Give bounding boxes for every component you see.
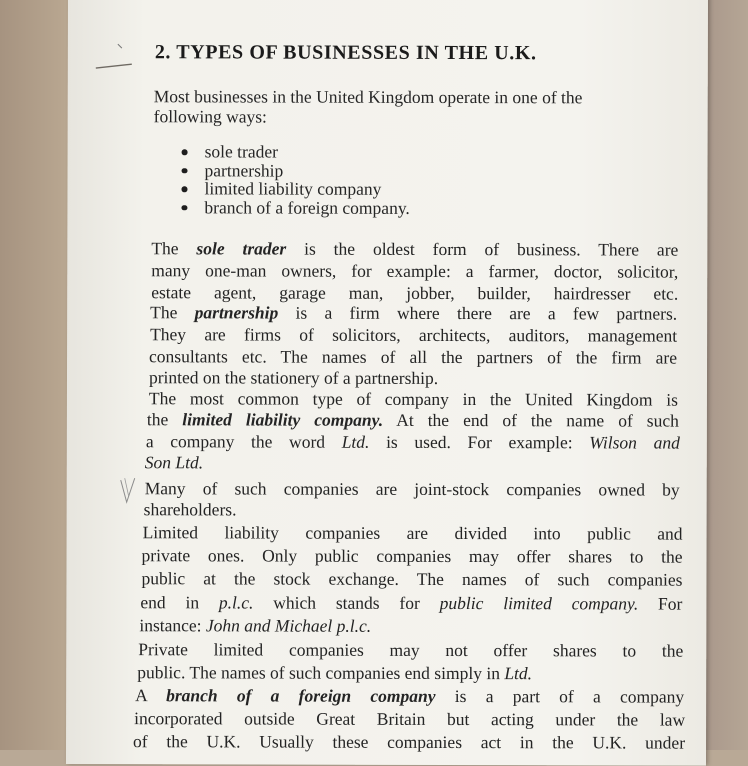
bullet-icon — [182, 168, 188, 174]
public-private-line: public at the stock exchange. The names of such companies — [141, 568, 683, 590]
joint-stock-line: Many of such companies are joint-stock companies owned by — [144, 478, 680, 500]
business-types-list — [179, 142, 410, 217]
limited-company-line: the limited liability company. At the end of the name of such — [146, 409, 679, 431]
private-limited-line: Private limited companies may not offer shares to the — [138, 639, 684, 661]
partnership-line: They are firms of solicitors, architects, auditors, management — [150, 324, 678, 346]
document-page — [66, 0, 708, 766]
sole-trader-line: The sole trader is the oldest form of business. There are — [151, 238, 679, 260]
page-title: 2. TYPES OF BUSINESSES IN THE U.K. — [154, 41, 537, 65]
pencil-mark-icon — [92, 34, 142, 79]
branch-line: incorporated outside Great Britain but acting under the law — [134, 708, 686, 730]
limited-company-line: The most common type of company in the United Kingdom is — [148, 388, 678, 410]
page-content — [66, 0, 708, 766]
partnership-line: The partnership is a firm where there are a few partners. — [150, 302, 678, 324]
sole-trader-line: estate agent, garage man, jobber, builder, hairdresser etc. — [151, 282, 679, 304]
bullet-icon — [181, 186, 187, 192]
bullet-icon — [182, 149, 188, 155]
list-item: branch of a foreign company. — [179, 198, 409, 217]
public-private-line: end in p.l.c. which stands for public limited company. For — [140, 592, 683, 614]
private-limited-line: public. The names of such companies end simply in Ltd. — [137, 662, 533, 684]
branch-line: of the U.K. Usually these companies act in the U.K. under — [133, 731, 686, 753]
public-private-line: private ones. Only public companies may offer shares to the — [141, 545, 683, 567]
list-item: partnership — [180, 161, 410, 180]
bullet-icon — [181, 205, 187, 211]
joint-stock-line: shareholders. — [143, 499, 237, 520]
intro-line: following ways: — [153, 106, 267, 127]
sole-trader-line: many one-man owners, for example: a farmer, doctor, solicitor, — [151, 260, 679, 282]
margin-check-icon — [115, 472, 145, 512]
intro-paragraph — [154, 86, 694, 127]
public-private-line: instance: John and Michael p.l.c. — [139, 615, 372, 636]
intro-line: Most businesses in the United Kingdom operate in one of the — [153, 86, 583, 108]
partnership-line: consultants etc. The names of all the partners of the firm are — [149, 346, 678, 368]
limited-company-line: a company the word Ltd. is used. For example: Wilson and — [145, 431, 680, 453]
branch-line: A branch of a foreign company is a part of a company — [135, 685, 685, 707]
partnership-line: printed on the stationery of a partnership. — [148, 367, 439, 388]
limited-company-line: Son Ltd. — [144, 452, 204, 473]
public-private-line: Limited liability companies are divided into public and — [142, 522, 683, 544]
list-item: sole trader — [180, 142, 410, 161]
list-item: limited liability company — [179, 179, 409, 198]
